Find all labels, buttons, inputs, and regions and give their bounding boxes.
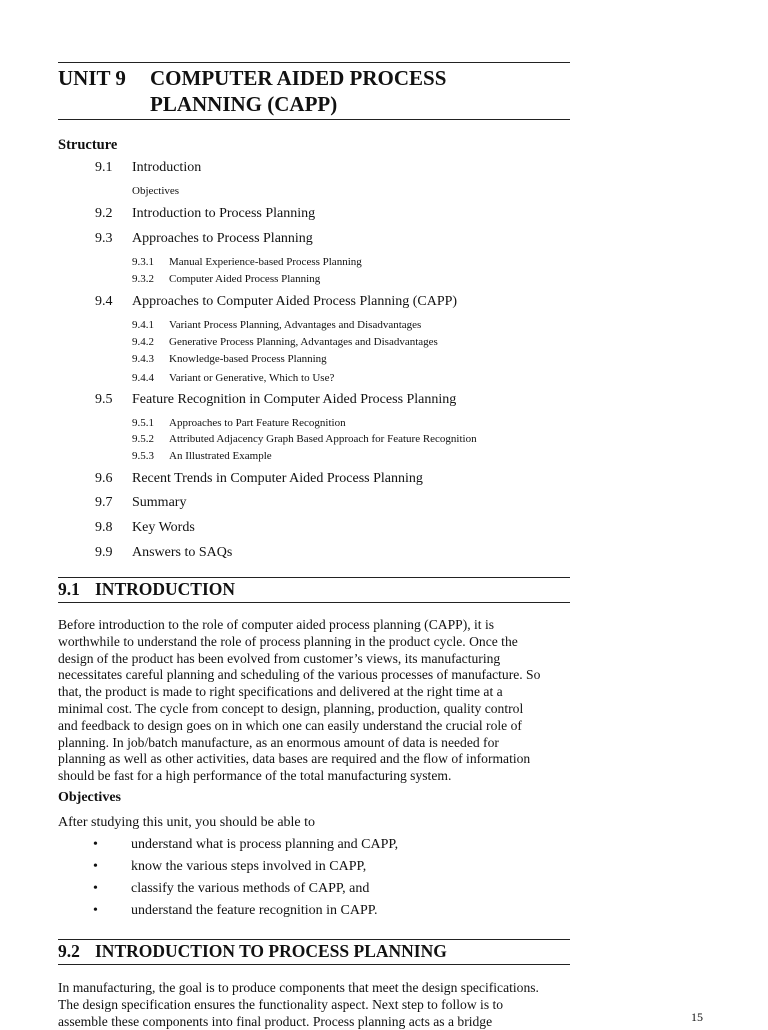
paragraph-line: planning as well as other activities, data bases are required and the flow of information <box>58 751 531 767</box>
paragraph-line: worthwhile to understand the role of process planning in the product cycle. Once the <box>58 633 518 649</box>
unit-title-line-2 <box>58 92 337 117</box>
paragraph-line: The design specification ensures the functionality aspect. Next step to follow is to <box>58 996 504 1012</box>
paragraph-line: necessitates careful planning and scheduling of the various processes of manufacture. So <box>58 667 541 683</box>
toc-sub-number: 9.4.2 <box>132 336 154 348</box>
toc-sub-title: An Illustrated Example <box>169 450 272 462</box>
process-planning-paragraph <box>58 980 573 1030</box>
objective-text: classify the various methods of CAPP, and <box>131 881 370 896</box>
toc-subitem <box>132 336 438 348</box>
toc-sub-title: Generative Process Planning, Advantages and Disadvantages <box>169 336 438 348</box>
toc-title: Summary <box>132 495 187 510</box>
objective-text: know the various steps involved in CAPP, <box>131 859 367 874</box>
section-heading-introduction <box>58 579 235 600</box>
toc-note: Objectives <box>132 185 180 197</box>
paragraph-line: minimal cost. The cycle from concept to design, planning, production, quality control <box>58 700 524 716</box>
toc-sub-number: 9.5.2 <box>132 433 154 445</box>
bullet-mark: • <box>93 903 98 918</box>
bullet-mark: • <box>93 881 98 896</box>
section-bottom-rule <box>58 964 570 965</box>
toc-title: Feature Recognition in Computer Aided Process Planning <box>132 392 457 407</box>
objective-bullet <box>93 881 369 897</box>
objective-text: understand the feature recognition in CAPP. <box>131 903 378 918</box>
toc-number: 9.1 <box>95 160 113 175</box>
title-top-rule <box>58 62 570 63</box>
unit-title-part-1: COMPUTER AIDED PROCESS <box>150 66 447 90</box>
paragraph-line: should be fast for a high performance of the total manufacturing system. <box>58 768 452 784</box>
toc-number: 9.6 <box>95 471 113 486</box>
toc-sub-title: Variant or Generative, Which to Use? <box>169 372 335 384</box>
section-bottom-rule <box>58 602 570 603</box>
toc-subitem <box>132 372 334 384</box>
toc-sub-title: Manual Experience-based Process Planning <box>169 256 362 268</box>
toc-title: Introduction to Process Planning <box>132 206 316 221</box>
toc-sub-title: Approaches to Part Feature Recognition <box>169 417 346 429</box>
title-bottom-rule <box>58 119 570 120</box>
toc-sub-number: 9.5.3 <box>132 450 154 462</box>
toc-number: 9.3 <box>95 231 113 246</box>
toc-sub-number: 9.3.1 <box>132 256 154 268</box>
section-number: 9.1 <box>58 579 80 599</box>
page-number: 15 <box>691 1010 703 1024</box>
toc-item <box>95 495 186 511</box>
toc-sub-number: 9.3.2 <box>132 273 154 285</box>
toc-sub-title: Variant Process Planning, Advantages and Disadvantages <box>169 319 422 331</box>
paragraph-line: planning. In job/batch manufacture, as an enormous amount of data is needed for <box>58 734 499 750</box>
toc-number: 9.9 <box>95 545 113 560</box>
objective-bullet <box>93 859 366 875</box>
objectives-intro: After studying this unit, you should be able to <box>58 815 316 830</box>
toc-item <box>95 160 201 176</box>
toc-number: 9.2 <box>95 206 113 221</box>
section-number: 9.2 <box>58 941 80 961</box>
toc-number: 9.8 <box>95 520 113 535</box>
toc-sub-number: 9.4.3 <box>132 353 154 365</box>
objective-bullet <box>93 903 378 919</box>
toc-sub-number: 9.4.4 <box>132 372 154 384</box>
paragraph-line: design of the product has been evolved from customer’s views, its manufacturing <box>58 650 501 666</box>
toc-subitem <box>132 319 421 331</box>
toc-number: 9.5 <box>95 392 113 407</box>
section-title: INTRODUCTION <box>95 579 236 599</box>
toc-subitem <box>132 353 327 365</box>
paragraph-line: Before introduction to the role of computer aided process planning (CAPP), it is <box>58 617 495 632</box>
toc-subitem <box>132 256 362 268</box>
toc-title: Approaches to Computer Aided Process Planning (CAPP) <box>132 294 458 309</box>
objectives-heading: Objectives <box>58 790 121 805</box>
toc-subitem <box>132 273 320 285</box>
section-heading-process-planning <box>58 941 447 962</box>
objective-bullet <box>93 837 398 853</box>
introduction-paragraph <box>58 617 573 785</box>
toc-sub-number: 9.4.1 <box>132 319 154 331</box>
bullet-mark: • <box>93 859 98 874</box>
toc-item <box>95 392 456 408</box>
paragraph-line: assemble these components into final product. Process planning acts as a bridge <box>58 1013 493 1029</box>
objective-text: understand what is process planning and CAPP, <box>131 837 399 852</box>
paragraph-line: and feedback to design goes on in which one can easily understand the crucial role of <box>58 717 522 733</box>
toc-title: Key Words <box>132 520 195 535</box>
toc-title: Introduction <box>132 160 202 175</box>
section-top-rule <box>58 939 570 940</box>
toc-sub-title: Attributed Adjacency Graph Based Approach for Feature Recognition <box>169 433 477 445</box>
paragraph-line: that, the product is made to right specifications and delivered at the right time at a <box>58 684 503 700</box>
toc-item <box>95 545 232 561</box>
toc-sub-title: Computer Aided Process Planning <box>169 273 321 285</box>
section-title: INTRODUCTION TO PROCESS PLANNING <box>95 941 447 961</box>
toc-title: Recent Trends in Computer Aided Process Planning <box>132 471 423 486</box>
unit-title-line-1 <box>58 66 446 91</box>
toc-item <box>95 294 457 310</box>
unit-label: UNIT 9 <box>58 66 126 90</box>
toc-sub-title: Knowledge-based Process Planning <box>169 353 327 365</box>
toc-number: 9.7 <box>95 495 113 510</box>
paragraph-line: In manufacturing, the goal is to produce components that meet the design specifications. <box>58 980 539 995</box>
toc-sub-number: 9.5.1 <box>132 417 154 429</box>
section-top-rule <box>58 577 570 578</box>
toc-item <box>95 471 423 487</box>
toc-subitem <box>132 433 477 445</box>
toc-title: Approaches to Process Planning <box>132 231 313 246</box>
toc-item <box>95 206 315 222</box>
bullet-mark: • <box>93 837 98 852</box>
unit-title-part-2: PLANNING (CAPP) <box>150 92 338 116</box>
toc-number: 9.4 <box>95 294 113 309</box>
structure-heading: Structure <box>58 137 118 153</box>
toc-item <box>95 231 313 247</box>
toc-subitem <box>132 417 346 429</box>
toc-title: Answers to SAQs <box>132 545 233 560</box>
toc-subitem <box>132 450 272 462</box>
toc-item <box>95 520 195 536</box>
